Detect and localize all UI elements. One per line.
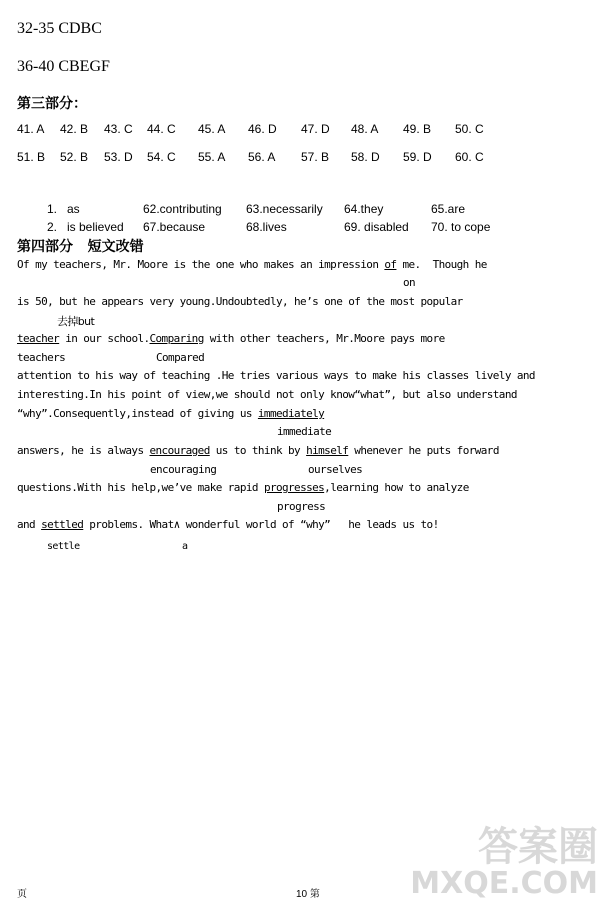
answers-36-40: 36-40 CBEGF bbox=[17, 58, 110, 75]
error-word: Comparing bbox=[149, 332, 204, 345]
essay-line-2: is 50, but he appears very young.Undoubtedly, he’s one of the most popular bbox=[17, 295, 463, 308]
fill-in-item: 64.they bbox=[344, 202, 384, 216]
fill-in-item: 65.are bbox=[431, 202, 466, 216]
essay-line-7: answers, he is always encouraged us to think by himself whenever he puts forward bbox=[17, 444, 499, 457]
answer-item: 58. D bbox=[351, 150, 380, 164]
correction: 去掉but bbox=[57, 315, 95, 328]
error-word: immediately bbox=[257, 407, 325, 420]
essay-line-6: “why”.Consequently,instead of giving us immediately bbox=[17, 407, 325, 420]
error-word: encouraged bbox=[149, 444, 210, 457]
fill-in-item: 1. bbox=[47, 202, 58, 216]
correction: Compared bbox=[156, 351, 205, 364]
correction: on bbox=[403, 276, 416, 289]
section4-title: 第四部分 短文改错 bbox=[17, 239, 144, 255]
fill-in-item: 67.because bbox=[143, 220, 206, 234]
essay-line-3: teacher in our school.Comparing with other teachers, Mr.Moore pays more bbox=[17, 332, 445, 345]
answer-item: 60. C bbox=[455, 150, 484, 164]
answer-item: 51. B bbox=[17, 150, 46, 164]
answer-item: 52. B bbox=[60, 150, 89, 164]
watermark-logo: 答案圈 MXQE.COM bbox=[410, 823, 598, 901]
answer-item: 53. D bbox=[104, 150, 133, 164]
answer-item: 43. C bbox=[104, 122, 133, 136]
answers-32-35: 32-35 CDBC bbox=[17, 20, 102, 37]
correction: ourselves bbox=[308, 463, 363, 476]
answer-item: 55. A bbox=[198, 150, 226, 164]
correction: progress bbox=[277, 500, 326, 513]
fill-in-item: is believed bbox=[67, 220, 124, 234]
answer-item: 48. A bbox=[351, 122, 379, 136]
essay-line-8: questions.With his help,we’ve make rapid progresses,learning how to analyze bbox=[17, 481, 469, 494]
answer-item: 49. B bbox=[403, 122, 432, 136]
answer-item: 59. D bbox=[403, 150, 432, 164]
fill-in-item: 2. bbox=[47, 220, 58, 234]
fill-in-item: 70. to cope bbox=[431, 220, 491, 234]
essay-line-9: and settled problems. What∧ wonderful world of “why” he leads us to! bbox=[17, 518, 439, 531]
fill-in-item: 68.lives bbox=[246, 220, 287, 234]
answer-item: 47. D bbox=[301, 122, 330, 136]
answer-item: 44. C bbox=[147, 122, 176, 136]
error-word: progresses bbox=[263, 481, 325, 494]
essay-line-1: Of my teachers, Mr. Moore is the one who makes an impression of me. Though he bbox=[17, 258, 487, 271]
correction: teachers bbox=[17, 351, 66, 364]
answer-item: 42. B bbox=[60, 122, 89, 136]
error-word: of bbox=[384, 258, 397, 271]
error-word: teacher bbox=[17, 332, 60, 345]
error-word: settled bbox=[41, 518, 84, 531]
error-word: himself bbox=[306, 444, 349, 457]
fill-in-item: as bbox=[67, 202, 80, 216]
correction: a bbox=[182, 541, 188, 552]
answer-item: 46. D bbox=[248, 122, 277, 136]
correction: settle bbox=[47, 541, 80, 552]
essay-line-5: interesting.In his point of view,we should not only know“what”, but also understand bbox=[17, 388, 517, 401]
answer-item: 56. A bbox=[248, 150, 276, 164]
essay-line-4: attention to his way of teaching .He tries various ways to make his classes lively and bbox=[17, 369, 535, 382]
fill-in-item: 63.necessarily bbox=[246, 202, 323, 216]
answer-item: 41. A bbox=[17, 122, 45, 136]
answer-item: 54. C bbox=[147, 150, 176, 164]
fill-in-item: 62.contributing bbox=[143, 202, 222, 216]
fill-in-item: 69. disabled bbox=[344, 220, 409, 234]
correction: encouraging bbox=[150, 463, 217, 476]
answer-item: 57. B bbox=[301, 150, 330, 164]
answer-item: 45. A bbox=[198, 122, 226, 136]
section3-title: 第三部分： bbox=[17, 96, 87, 112]
footer-left: 页 bbox=[17, 889, 27, 900]
answer-item: 50. C bbox=[455, 122, 484, 136]
correction: immediate bbox=[277, 425, 332, 438]
page-number: 10 第 bbox=[296, 889, 320, 900]
